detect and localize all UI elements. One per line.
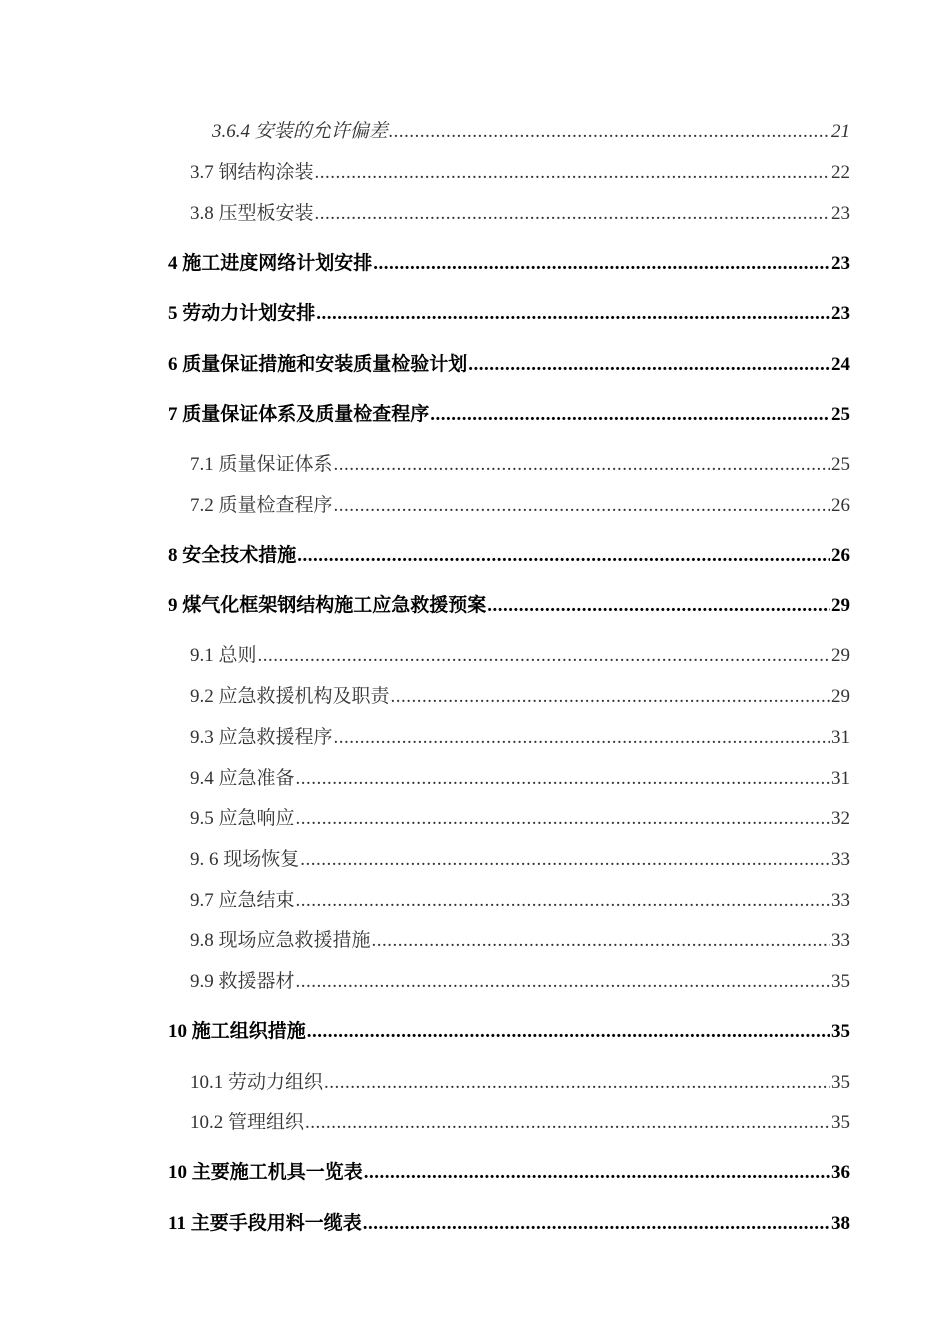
toc-page-number: 36 bbox=[831, 1162, 850, 1183]
toc-entry-title: 11 主要手段用料一缆表 bbox=[168, 1213, 362, 1234]
toc-page-number: 33 bbox=[831, 890, 850, 911]
toc-entry[interactable] bbox=[168, 349, 850, 376]
toc-entry-title: 9.7 应急结束 bbox=[190, 890, 295, 911]
toc-page-number: 23 bbox=[831, 203, 850, 224]
toc-leader bbox=[363, 1213, 830, 1235]
toc-leader bbox=[334, 727, 830, 749]
toc-leader bbox=[297, 545, 830, 567]
toc-leader bbox=[296, 890, 830, 912]
toc-leader bbox=[468, 354, 830, 376]
toc-page-number: 38 bbox=[831, 1213, 850, 1234]
toc-entry-title: 9.4 应急准备 bbox=[190, 768, 295, 789]
toc-entry-title: 9.9 救援器材 bbox=[190, 971, 295, 992]
toc-entry[interactable] bbox=[168, 248, 850, 275]
toc-entry-title: 10 施工组织措施 bbox=[168, 1021, 306, 1042]
toc-leader bbox=[373, 253, 830, 275]
toc-entry-title: 9. 6 现场恢复 bbox=[190, 849, 300, 870]
toc-entry[interactable] bbox=[190, 925, 850, 952]
toc-leader bbox=[300, 849, 830, 871]
toc-entry-title: 10.1 劳动力组织 bbox=[190, 1072, 324, 1093]
toc-entry-title: 7 质量保证体系及质量检查程序 bbox=[168, 404, 430, 425]
toc-leader bbox=[430, 404, 830, 426]
toc-leader bbox=[258, 645, 830, 667]
toc-entry[interactable] bbox=[190, 449, 850, 476]
toc-entry[interactable] bbox=[190, 763, 850, 790]
toc-entry[interactable] bbox=[190, 640, 850, 667]
toc-leader bbox=[296, 768, 830, 790]
toc-entry[interactable] bbox=[168, 399, 850, 426]
toc-page-number: 31 bbox=[831, 768, 850, 789]
toc-page-number: 23 bbox=[831, 303, 850, 324]
toc-leader bbox=[315, 162, 830, 184]
toc-entry[interactable] bbox=[168, 298, 850, 325]
toc-entry-title: 6 质量保证措施和安装质量检验计划 bbox=[168, 354, 468, 375]
toc-entry-title: 9.2 应急救援机构及职责 bbox=[190, 686, 390, 707]
toc-entry-title: 7.2 质量检查程序 bbox=[190, 495, 333, 516]
toc-entry[interactable] bbox=[190, 885, 850, 912]
toc-entry-title: 3.6.4 安装的允许偏差 bbox=[212, 121, 388, 142]
toc-page-number: 32 bbox=[831, 808, 850, 829]
toc-page-number: 35 bbox=[831, 1021, 850, 1042]
toc-page-number: 21 bbox=[831, 121, 850, 142]
toc-entry-title: 9 煤气化框架钢结构施工应急救援预案 bbox=[168, 595, 487, 616]
toc-entry[interactable] bbox=[190, 1067, 850, 1094]
toc-entry[interactable] bbox=[168, 540, 850, 567]
toc-page-number: 25 bbox=[831, 404, 850, 425]
toc-entry-title: 5 劳动力计划安排 bbox=[168, 303, 316, 324]
toc-page-number: 23 bbox=[831, 253, 850, 274]
toc-entry[interactable] bbox=[190, 490, 850, 517]
toc-leader bbox=[296, 808, 830, 830]
toc-entry-title: 10 主要施工机具一览表 bbox=[168, 1162, 363, 1183]
toc-entry[interactable] bbox=[168, 1208, 850, 1235]
toc-leader bbox=[305, 1112, 830, 1134]
toc-entry[interactable] bbox=[168, 1016, 850, 1043]
toc-page-number: 33 bbox=[831, 930, 850, 951]
toc-entry-title: 3.7 钢结构涂装 bbox=[190, 162, 314, 183]
toc-leader bbox=[307, 1021, 830, 1043]
toc-entry[interactable] bbox=[190, 844, 850, 871]
toc-entry-title: 7.1 质量保证体系 bbox=[190, 454, 333, 475]
toc-entry[interactable] bbox=[168, 1157, 850, 1184]
toc-entry-title: 9.1 总则 bbox=[190, 645, 257, 666]
toc-page-number: 35 bbox=[831, 1112, 850, 1133]
toc-page-number: 24 bbox=[831, 354, 850, 375]
toc-page-number: 26 bbox=[831, 495, 850, 516]
toc-page-number: 22 bbox=[831, 162, 850, 183]
toc-entry[interactable] bbox=[190, 681, 850, 708]
toc-entry[interactable] bbox=[190, 198, 850, 225]
toc-page-number: 25 bbox=[831, 454, 850, 475]
toc-entry-title: 3.8 压型板安装 bbox=[190, 203, 314, 224]
toc-page-number: 31 bbox=[831, 727, 850, 748]
toc-page-number: 29 bbox=[831, 686, 850, 707]
toc-entry[interactable] bbox=[190, 1107, 850, 1134]
toc-page-number: 35 bbox=[831, 971, 850, 992]
toc-leader bbox=[391, 686, 830, 708]
toc-leader bbox=[364, 1162, 830, 1184]
toc-page-number: 35 bbox=[831, 1072, 850, 1093]
toc-page-number: 29 bbox=[831, 595, 850, 616]
toc-entry[interactable] bbox=[190, 157, 850, 184]
toc-entry-title: 9.3 应急救援程序 bbox=[190, 727, 333, 748]
toc-leader bbox=[389, 121, 830, 143]
toc-page-number: 26 bbox=[831, 545, 850, 566]
toc-entry-title: 4 施工进度网络计划安排 bbox=[168, 253, 373, 274]
toc-entry-title: 10.2 管理组织 bbox=[190, 1112, 305, 1133]
toc-entry[interactable] bbox=[190, 722, 850, 749]
toc-entry[interactable] bbox=[212, 116, 850, 143]
toc-entry-title: 9.8 现场应急救援措施 bbox=[190, 930, 371, 951]
toc-leader bbox=[487, 595, 830, 617]
toc-leader bbox=[334, 454, 830, 476]
toc-leader bbox=[316, 303, 830, 325]
toc-leader bbox=[296, 971, 830, 993]
toc-entry-title: 8 安全技术措施 bbox=[168, 545, 297, 566]
toc-entry-title: 9.5 应急响应 bbox=[190, 808, 295, 829]
toc-leader bbox=[334, 495, 830, 517]
toc-leader bbox=[324, 1072, 830, 1094]
toc-entry[interactable] bbox=[190, 803, 850, 830]
toc-leader bbox=[315, 203, 830, 225]
toc-leader bbox=[372, 930, 830, 952]
toc-entry[interactable] bbox=[190, 966, 850, 993]
toc-page-number: 33 bbox=[831, 849, 850, 870]
toc-entry[interactable] bbox=[168, 590, 850, 617]
toc-page-number: 29 bbox=[831, 645, 850, 666]
